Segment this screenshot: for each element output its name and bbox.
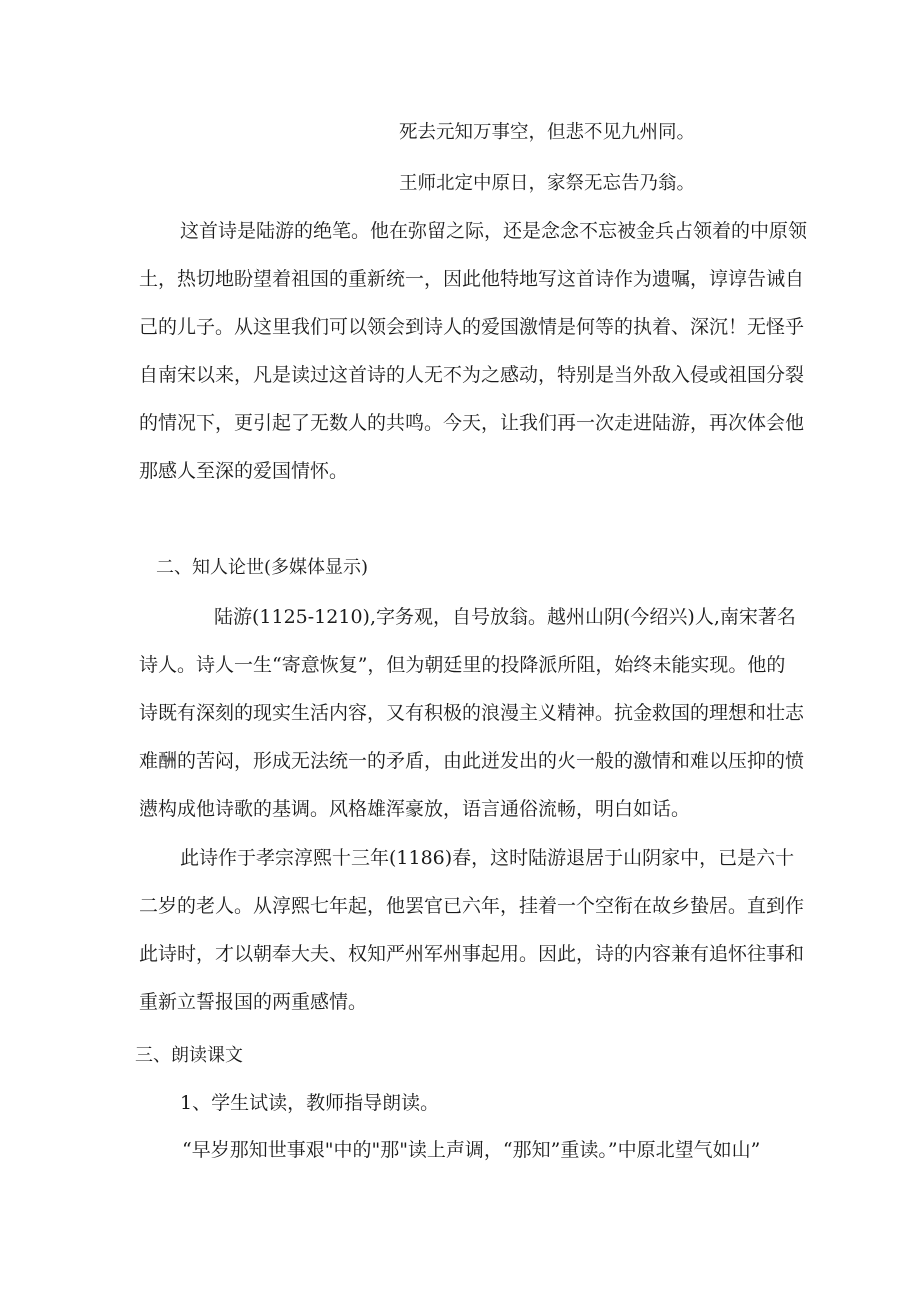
- intro-line-4: 自南宋以来，凡是读过这首诗的人无不为之感动，特别是当外敌入侵或祖国分裂: [139, 364, 805, 386]
- intro-line-6: 那感人至深的爱国情怀。: [139, 460, 349, 482]
- intro-line-2: 土，热切地盼望着祖国的重新统一，因此他特地写这首诗作为遗嘱，谆谆告诫自: [139, 268, 805, 290]
- poem-line-1: 死去元知万事空，但悲不见九州同。: [399, 122, 696, 143]
- intro-line-3: 己的儿子。从这里我们可以领会到诗人的爱国激情是何等的执着、深沉！无怪乎: [139, 316, 805, 338]
- bio-line-4: 难酬的苦闷，形成无法统一的矛盾，由此迸发出的火一般的激情和难以压抑的愤: [139, 750, 805, 772]
- section-2-heading: 二、知人论世(多媒体显示): [156, 557, 369, 578]
- background-line-1: 此诗作于孝宗淳熙十三年(1186)春，这时陆游退居于山阴家中，已是六十: [180, 847, 795, 869]
- bio-line-5: 懑构成他诗歌的基调。风格雄浑豪放，语言通俗流畅，明白如话。: [139, 798, 691, 820]
- bio-line-1: 陆游(1125-1210),字务观，自号放翁。越州山阴(今绍兴)人,南宋著名: [214, 606, 796, 628]
- background-line-3: 此诗时，才以朝奉大夫、权知严州军州事起用。因此，诗的内容兼有追怀往事和: [139, 943, 805, 965]
- background-line-4: 重新立誓报国的两重感情。: [139, 991, 368, 1013]
- intro-line-1: 这首诗是陆游的绝笔。他在弥留之际，还是念念不忘被金兵占领着的中原领: [180, 220, 808, 242]
- bio-line-2: 诗人。诗人一生“寄意恢复”，但为朝廷里的投降派所阻，始终未能实现。他的: [139, 654, 786, 676]
- background-line-2: 二岁的老人。从淳熙七年起，他罢官已六年，挂着一个空衔在故乡蛰居。直到作: [139, 895, 805, 917]
- section-3-heading: 三、朗读课文: [135, 1045, 243, 1066]
- bio-line-3: 诗既有深刻的现实生活内容，又有积极的浪漫主义精神。抗金救国的理想和壮志: [139, 702, 805, 724]
- intro-line-5: 的情况下，更引起了无数人的共鸣。今天，让我们再一次走进陆游，再次体会他: [139, 412, 805, 434]
- poem-line-2: 王师北定中原日，家祭无忘告乃翁。: [399, 173, 696, 194]
- pronunciation-note: “早岁那知世事艰"中的"那"读上声调，“那知”重读。”中原北望气如山”: [182, 1139, 761, 1161]
- reading-step-1: 1、学生试读，教师指导朗读。: [180, 1092, 440, 1114]
